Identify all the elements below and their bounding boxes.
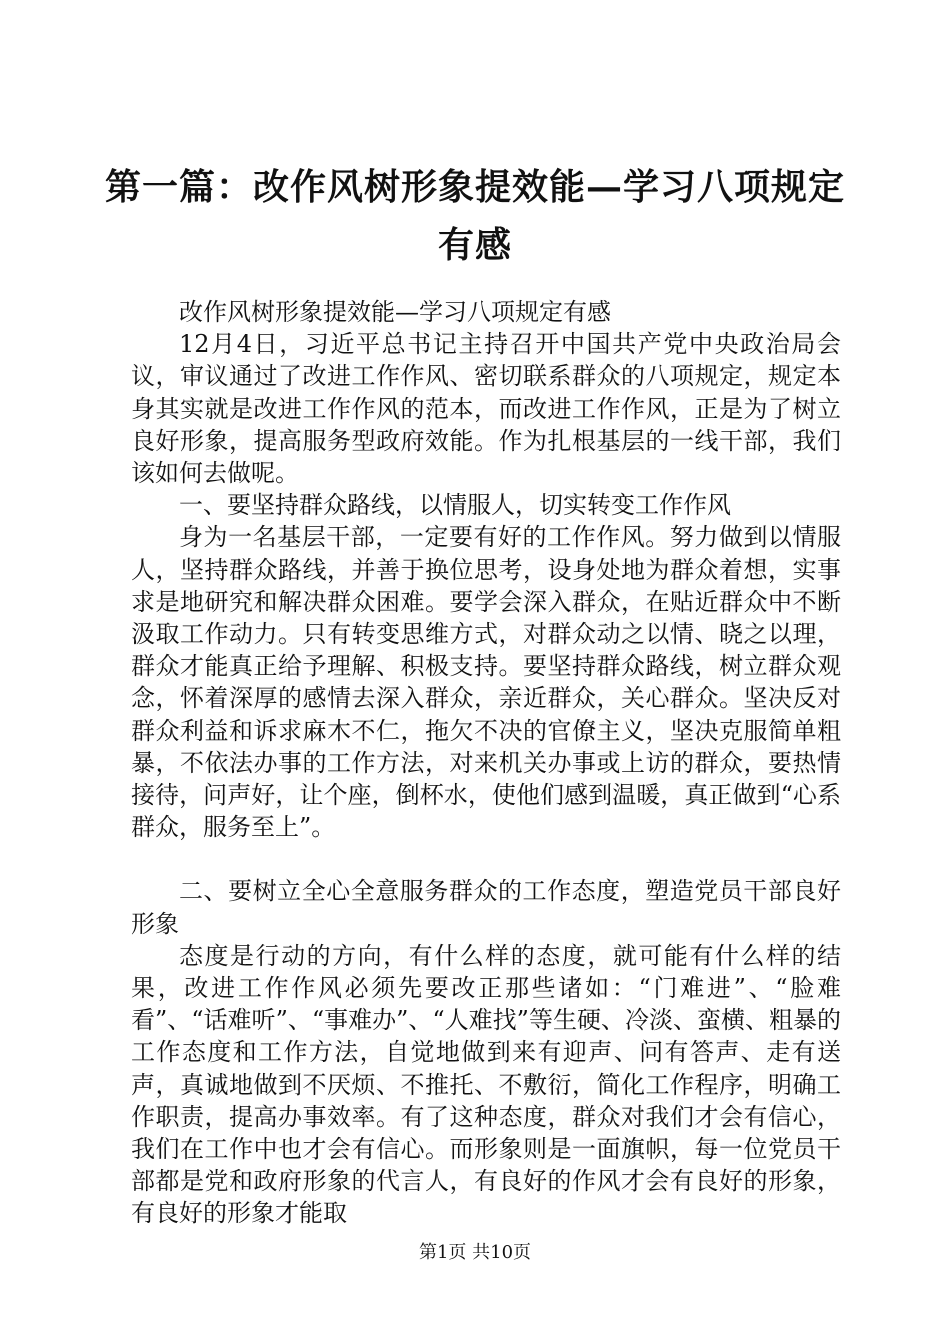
subtitle-paragraph: 改作风树形象提效能—学习八项规定有感 xyxy=(179,298,611,326)
page-number-footer: 第1页 共10页 xyxy=(418,1242,532,1263)
document-body xyxy=(131,296,841,1230)
section-2-paragraph: 态度是行动的方向，有什么样的态度，就可能有什么样的结果，改进工作作风必须先要改正那些诸如：“门难进”、“脸难看”、“话难听”、“事难办”、“人难找”等生硬、冷淡、蛮横、粗暴的工作态度和工作方法，自觉地做到来有迎声、问有答声、走有送声，真诚地做到不厌烦、不推托、不敷衍，简化工作程序，明确工作职责，提高办事效率。有了这种态度，群众对我们才会有信心，我们在工作中也才会有信心。而形象则是一面旗帜，每一位党员干部都是党和政府形象的代言人，有良好的作风才会有良好的形象，有良好的形象才能取 xyxy=(131,941,841,1228)
document-title: 第一篇：改作风树形象提效能—学习八项规定有感 xyxy=(104,166,845,266)
section-1-paragraph: 身为一名基层干部，一定要有好的工作作风。努力做到以情服人，坚持群众路线，并善于换位思考，设身处地为群众着想，实事求是地研究和解决群众困难。要学会深入群众，在贴近群众中不断汲取工作动力。只有转变思维方式，对群众动之以情、晓之以理，群众才能真正给予理解、积极支持。要坚持群众路线，树立群众观念，怀着深厚的感情去深入群众，亲近群众，关心群众。坚决反对群众利益和诉求麻木不仁，拖欠不决的官僚主义，坚决克服简单粗暴，不依法办事的工作方法，对来机关办事或上访的群众，要热情接待，问声好，让个座，倒杯水，使他们感到温暖，真正做到“心系群众，服务至上”。 xyxy=(131,523,841,842)
intro-paragraph: 12月4日，习近平总书记主持召开中国共产党中央政治局会议，审议通过了改进工作作风、密切联系群众的八项规定，规定本身其实就是改进工作作风的范本，而改进工作作风，正是为了树立良好形象，提高服务型政府效能。作为扎根基层的一线干部，我们该如何去做呢。 xyxy=(131,330,841,488)
section-heading-2: 二、要树立全心全意服务群众的工作态度，塑造党员干部良好形象 xyxy=(131,877,841,938)
section-heading-1: 一、要坚持群众路线，以情服人，切实转变工作作风 xyxy=(179,491,731,520)
